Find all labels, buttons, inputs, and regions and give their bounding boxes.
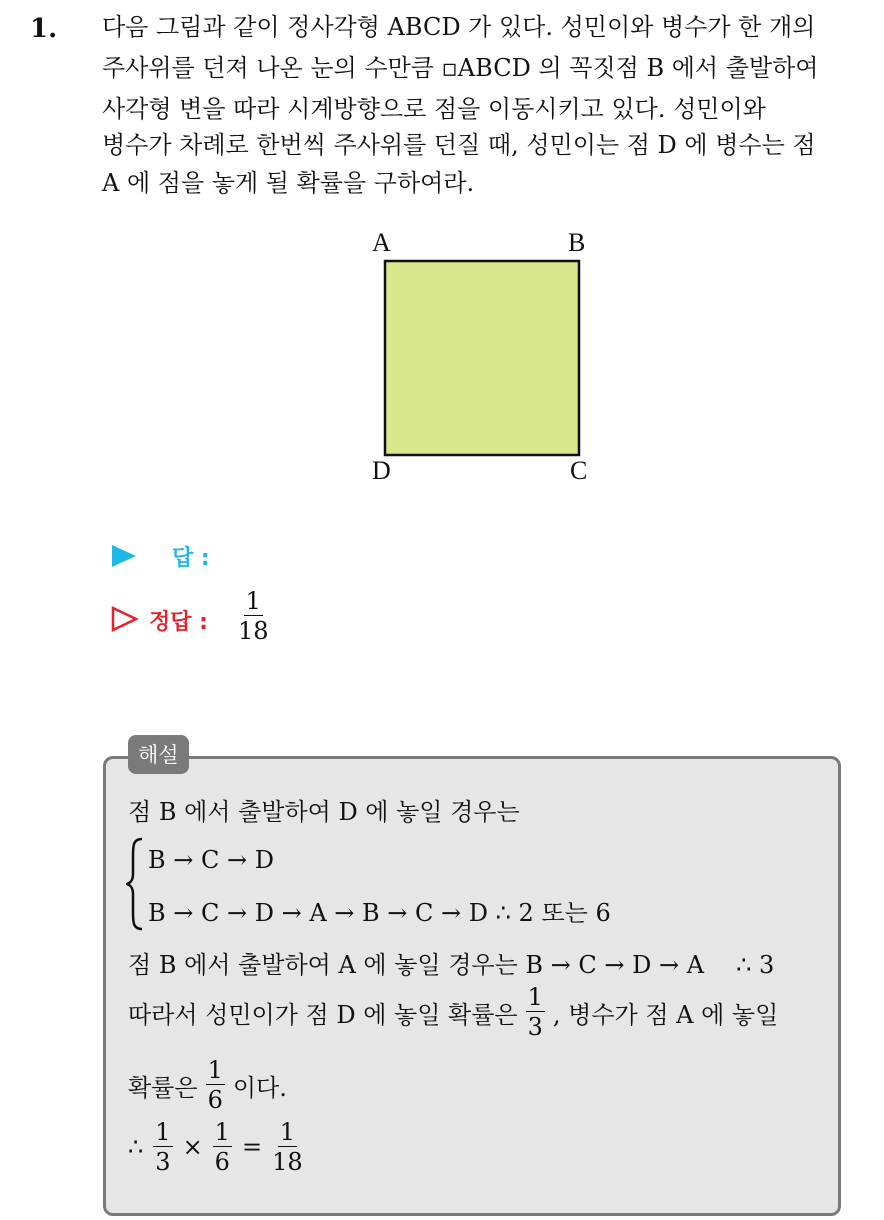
- therefore-symbol: ∴: [128, 1133, 144, 1161]
- times-symbol: ×: [182, 1133, 203, 1161]
- solution-line-5-pre: 따라서 성민이가 점 D 에 놓일 확률은: [128, 1000, 518, 1029]
- final-result-numerator: 1: [279, 1118, 295, 1146]
- solution-line-6-post: 이다.: [232, 1073, 287, 1102]
- vertex-label-c: C: [570, 456, 588, 485]
- question-line-2: 주사위를 던져 나온 눈의 수만큼 ▫ABCD 의 꼭짓점 B 에서 출발하여: [102, 54, 819, 82]
- line5-denominator: 3: [527, 1013, 543, 1041]
- vertex-label-a: A: [372, 228, 391, 257]
- final-fraction-2-numerator: 1: [214, 1118, 230, 1146]
- question-line-5: A 에 점을 놓게 될 확률을 구하여라.: [102, 169, 475, 197]
- final-fraction-1-denominator: 3: [155, 1148, 171, 1176]
- correct-numerator: 1: [245, 587, 261, 615]
- line5-numerator: 1: [527, 983, 543, 1011]
- solution-line-4: [128, 945, 774, 980]
- solution-line-4-tail: ∴ 3: [736, 951, 775, 979]
- case-brace: [126, 836, 146, 936]
- solution-line-5-post: , 병수가 점 A 에 놓일: [552, 1000, 779, 1029]
- solution-line-1: 점 B 에서 출발하여 D 에 놓일 경우는: [128, 798, 520, 826]
- question-number: 1.: [30, 14, 58, 44]
- final-result-denominator: 18: [272, 1148, 303, 1176]
- correct-answer-label: 정답 :: [149, 610, 208, 635]
- solution-line-4-text: 점 B 에서 출발하여 A 에 놓일 경우는 B → C → D → A: [128, 951, 705, 979]
- answer-label: 답 :: [172, 546, 210, 571]
- vertex-label-d: D: [372, 456, 391, 485]
- line6-denominator: 6: [207, 1086, 223, 1114]
- question-line-3: 사각형 변을 따라 시계방향으로 점을 이동시키고 있다. 성민이와: [102, 95, 766, 123]
- final-fraction-2-denominator: 6: [214, 1148, 230, 1176]
- solution-line-6-pre: 확률은: [128, 1073, 198, 1102]
- solution-line-5: [128, 985, 778, 1039]
- correct-denominator: 18: [238, 617, 269, 645]
- square-figure: [370, 228, 600, 488]
- vertex-label-b: B: [568, 228, 586, 257]
- correct-answer-value: [238, 589, 269, 643]
- solution-final-line: [128, 1120, 303, 1174]
- square-abcd: [385, 261, 579, 455]
- final-fraction-1-numerator: 1: [155, 1118, 171, 1146]
- outline-triangle-icon: [111, 606, 139, 636]
- equals-symbol: =: [241, 1133, 263, 1161]
- solution-line-6: [128, 1058, 287, 1112]
- filled-triangle-icon: [111, 544, 137, 572]
- question-line-4: 병수가 차례로 한번씩 주사위를 던질 때, 성민이는 점 D 에 병수는 점: [102, 131, 816, 159]
- solution-tag: 해설: [128, 735, 189, 774]
- line6-numerator: 1: [207, 1056, 223, 1084]
- case-line-2: B → C → D → A → B → C → D ∴ 2 또는 6: [148, 899, 611, 927]
- question-line-1: 다음 그림과 같이 정사각형 ABCD 가 있다. 성민이와 병수가 한 개의: [102, 13, 816, 41]
- case-line-1: B → C → D: [148, 846, 274, 874]
